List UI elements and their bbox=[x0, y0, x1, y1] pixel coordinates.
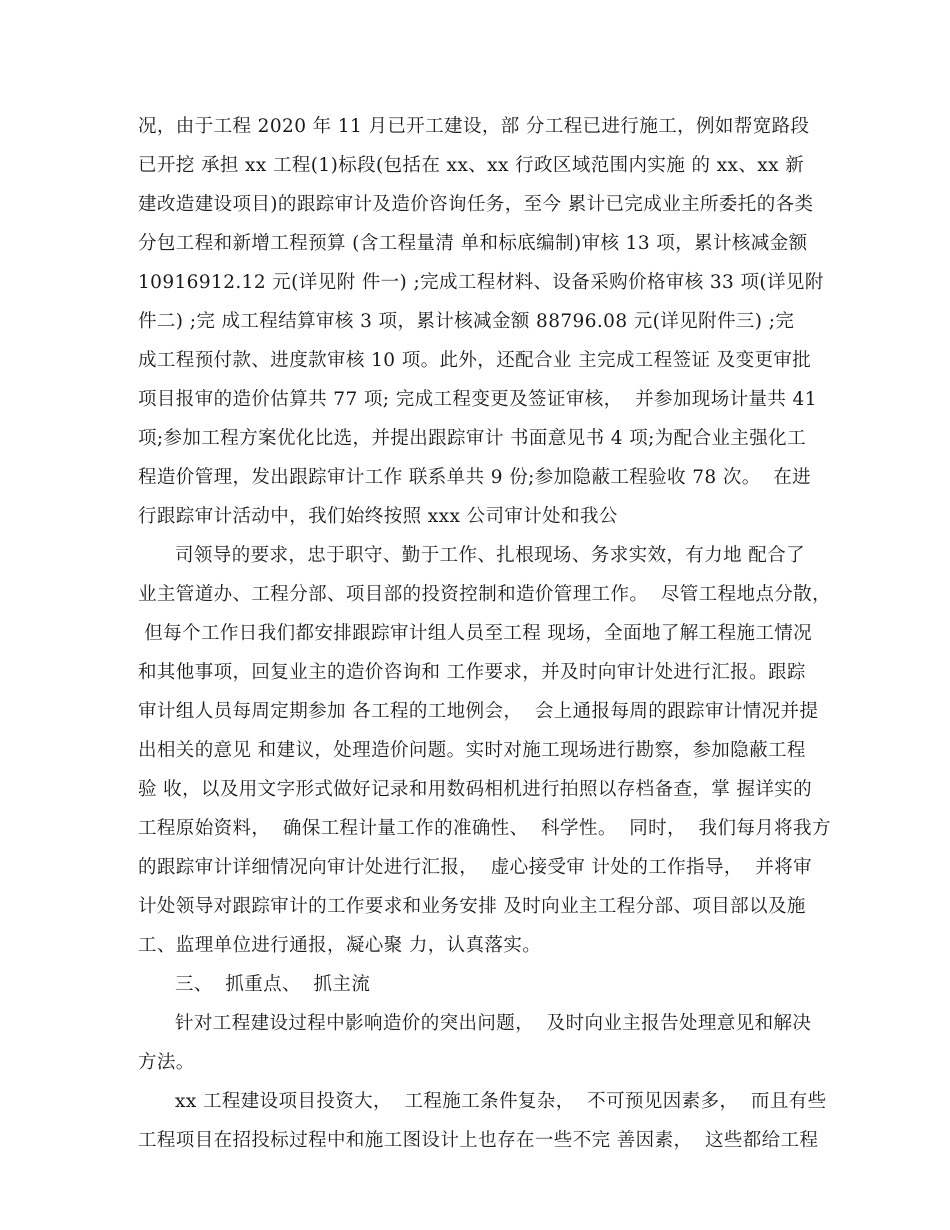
text-line: 行跟踪审计活动中，我们始终按照 xxx 公司审计处和我公 bbox=[138, 506, 618, 527]
text-line: 但每个工作日我们都安排跟踪审计组人员至工程 现场，全面地了解工程施工情况 bbox=[138, 623, 813, 644]
text-line: 10916912.12 元(详见附 件一) ;完成工程材料、设备采购价格审核 33 项(详见附 bbox=[138, 272, 824, 293]
text-line: 审计组人员每周定期参加 各工程的工地例会， 会上通报每周的跟踪审计情况并提 bbox=[138, 701, 819, 722]
text-line: 成工程预付款、进度款审核 10 项。此外，还配合业 主完成工程签证 及变更审批 bbox=[138, 350, 812, 371]
text-line: 况，由于工程 2020 年 11 月已开工建设，部 分工程已进行施工，例如帮宽路段 bbox=[138, 116, 810, 137]
paragraph-start-line: xx 工程建设项目投资大， 工程施工条件复杂， 不可预见因素多， 而且有些 bbox=[175, 1091, 827, 1112]
text-line: 已开挖 承担 xx 工程(1)标段(包括在 xx、xx 行政区域范围内实施 的 xx、xx 新 bbox=[138, 155, 805, 176]
text-line: 和其他事项，回复业主的造价咨询和 工作要求，并及时向审计处进行汇报。跟踪 bbox=[138, 662, 806, 683]
text-line: 工、监理单位进行通报，凝心聚 力，认真落实。 bbox=[138, 935, 542, 956]
text-line: 方法。 bbox=[138, 1052, 195, 1073]
text-line: 工程项目在招投标过程中和施工图设计上也存在一些不完 善因素， 这些都给工程 bbox=[138, 1130, 819, 1151]
text-line: 件二) ;完 成工程结算审核 3 项，累计核减金额 88796.08 元(详见附件三) ;完 bbox=[138, 311, 795, 332]
text-line: 的跟踪审计详细情况向审计处进行汇报， 虚心接受审 计处的工作指导， 并将审 bbox=[138, 857, 813, 878]
text-line: 出相关的意见 和建议，处理造价问题。实时对施工现场进行勘察，参加隐蔽工程 bbox=[138, 740, 806, 761]
text-line: 分包工程和新增工程预算 (含工程量清 单和标底编制)审核 13 项，累计核减金额 bbox=[138, 233, 808, 254]
text-line: 项;参加工程方案优化比选，并提出跟踪审计 书面意见书 4 项;为配合业主强化工 bbox=[138, 428, 806, 449]
text-line: 项目报审的造价估算共 77 项; 完成工程变更及签证审核， 并参加现场计量共 41 bbox=[138, 389, 817, 410]
section-heading: 三、 抓重点、 抓主流 bbox=[175, 974, 371, 995]
text-line: 业主管道办、工程分部、项目部的投资控制和造价管理工作。 尽管工程地点分散， bbox=[138, 584, 831, 605]
text-line: 程造价管理，发出跟踪审计工作 联系单共 9 份;参加隐蔽工程验收 78 次。 在进 bbox=[138, 467, 812, 488]
text-line: 工程原始资料， 确保工程计量工作的准确性、 科学性。 同时， 我们每月将我方 bbox=[138, 818, 831, 839]
text-line: 计处领导对跟踪审计的工作要求和业务安排 及时向业主工程分部、项目部以及施 bbox=[138, 896, 806, 917]
text-line: 建改造建设项目)的跟踪审计及造价咨询任务，至今 累计已完成业主所委托的各类 bbox=[138, 194, 814, 215]
paragraph-start-line: 司领导的要求，忠于职守、勤于工作、扎根现场、务求实效，有力地 配合了 bbox=[175, 545, 805, 566]
text-line: 验 收，以及用文字形式做好记录和用数码相机进行拍照以存档备查，掌 握详实的 bbox=[138, 779, 813, 800]
paragraph-start-line: 针对工程建设过程中影响造价的突出问题， 及时向业主报告处理意见和解决 bbox=[175, 1013, 812, 1034]
